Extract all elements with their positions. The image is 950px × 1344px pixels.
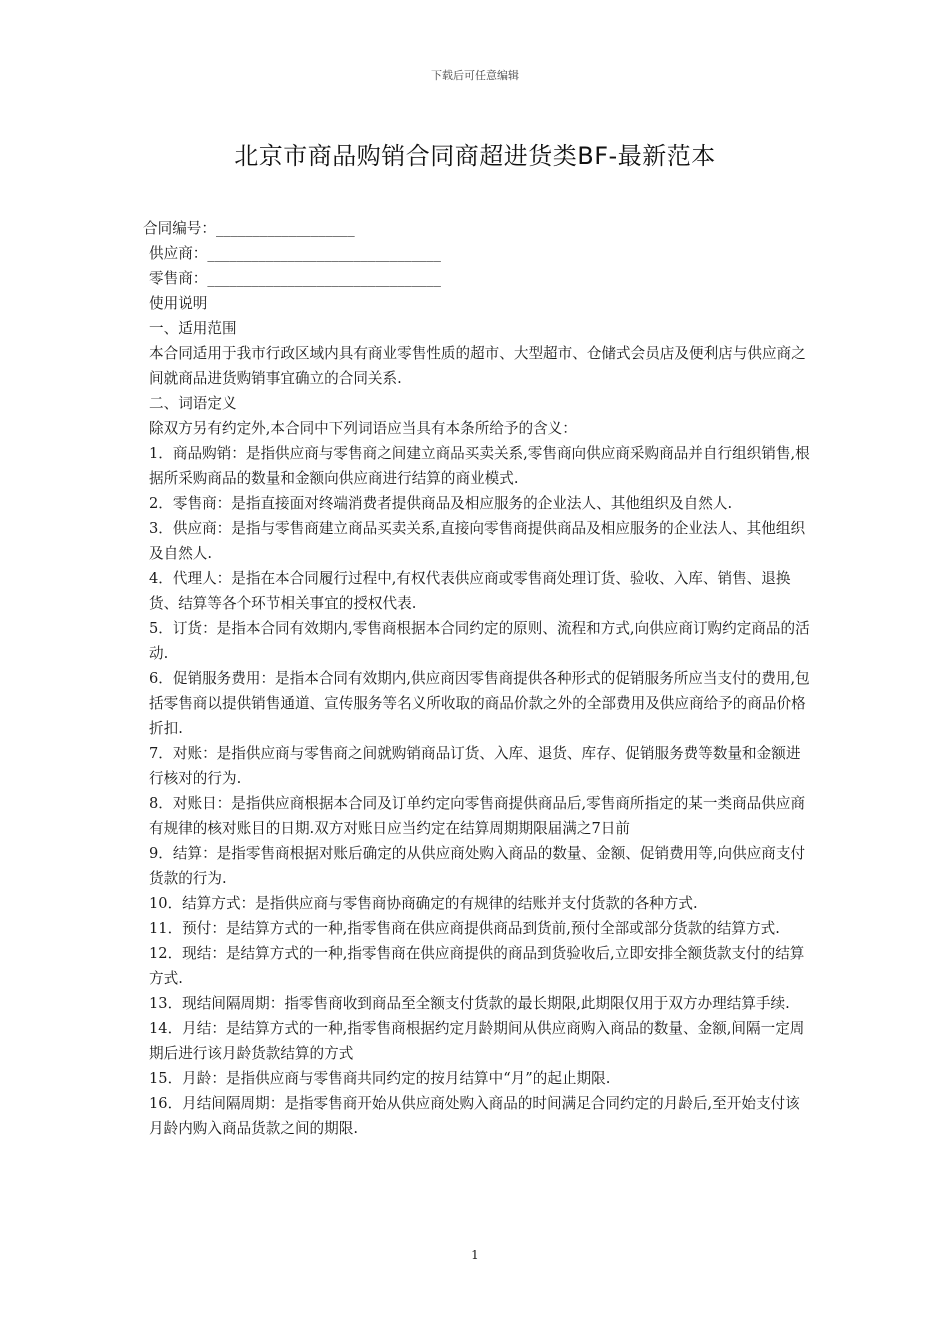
usage-heading: 使用说明 bbox=[149, 295, 208, 312]
section-2-intro: 除双方另有约定外,本合同中下列词语应当具有本条所给予的含义： bbox=[149, 420, 577, 437]
definition-item: 12．现结：是结算方式的一种,指零售商在供应商提供的商品到货验收后,立即安排全额货款支付的结算方式. bbox=[149, 945, 805, 987]
document-body bbox=[143, 216, 810, 1141]
definition-item: 5．订货：是指本合同有效期内,零售商根据本合同约定的原则、流程和方式,向供应商订购约定商品的活动. bbox=[149, 620, 810, 662]
definition-item: 1．商品购销：是指供应商与零售商之间建立商品买卖关系,零售商向供应商采购商品并自行组织销售,根据所采购商品的数量和金额向供应商进行结算的商业模式. bbox=[149, 445, 810, 487]
definition-item: 14．月结：是结算方式的一种,指零售商根据约定月龄期间从供应商购入商品的数量、金额,间隔一定周期后进行该月龄货款结算的方式 bbox=[149, 1020, 805, 1062]
retailer-label: 零售商： bbox=[149, 270, 208, 287]
page-header: 下载后可任意编辑 bbox=[431, 69, 519, 82]
section-2-heading: 二、词语定义 bbox=[149, 395, 237, 412]
retailer-field bbox=[143, 266, 810, 291]
definition-item: 3．供应商：是指与零售商建立商品买卖关系,直接向零售商提供商品及相应服务的企业法人、其他组织及自然人. bbox=[149, 520, 806, 562]
contract-number-label: 合同编号： bbox=[143, 220, 216, 237]
section-1-text: 本合同适用于我市行政区域内具有商业零售性质的超市、大型超市、仓储式会员店及便利店与供应商之间就商品进货购销事宜确立的合同关系. bbox=[149, 345, 806, 387]
contract-number-field bbox=[143, 216, 810, 241]
definition-item: 4．代理人：是指在本合同履行过程中,有权代表供应商或零售商处理订货、验收、入库、销售、退换货、结算等各个环节相关事宜的授权代表. bbox=[149, 570, 791, 612]
retailer-blank: ________________________________ bbox=[207, 270, 441, 287]
definition-item: 6．促销服务费用：是指本合同有效期内,供应商因零售商提供各种形式的促销服务所应当支付的费用,包括零售商以提供销售通道、宣传服务等名义所收取的商品价款之外的全部费用及供应商给予的商品价格折扣. bbox=[149, 670, 810, 737]
contract-number-blank: ___________________ bbox=[215, 220, 355, 237]
definition-item: 13．现结间隔周期：指零售商收到商品至全额支付货款的最长期限,此期限仅用于双方办理结算手续. bbox=[149, 995, 790, 1012]
definition-item: 10．结算方式：是指供应商与零售商协商确定的有规律的结账并支付货款的各种方式. bbox=[149, 895, 698, 912]
definition-item: 2．零售商：是指直接面对终端消费者提供商品及相应服务的企业法人、其他组织及自然人. bbox=[149, 495, 733, 512]
definition-item: 7．对账：是指供应商与零售商之间就购销商品订货、入库、退货、库存、促销服务费等数量和金额进行核对的行为. bbox=[149, 745, 801, 787]
document-title: 北京市商品购销合同商超进货类BF-最新范本 bbox=[234, 142, 716, 170]
page-number: 1 bbox=[471, 1248, 479, 1262]
supplier-field bbox=[143, 241, 810, 266]
supplier-blank: ________________________________ bbox=[207, 245, 441, 262]
definition-item: 16．月结间隔周期：是指零售商开始从供应商处购入商品的时间满足合同约定的月龄后,至开始支付该月龄内购入商品货款之间的期限. bbox=[149, 1095, 800, 1137]
definition-item: 15．月龄：是指供应商与零售商共同约定的按月结算中“月”的起止期限. bbox=[149, 1070, 611, 1087]
definition-item: 11．预付：是结算方式的一种,指零售商在供应商提供商品到货前,预付全部或部分货款的结算方式. bbox=[149, 920, 780, 937]
definition-item: 9．结算：是指零售商根据对账后确定的从供应商处购入商品的数量、金额、促销费用等,向供应商支付货款的行为. bbox=[149, 845, 806, 887]
supplier-label: 供应商： bbox=[149, 245, 208, 262]
section-1-heading: 一、适用范围 bbox=[149, 320, 237, 337]
definition-item: 8．对账日：是指供应商根据本合同及订单约定向零售商提供商品后,零售商所指定的某一类商品供应商有规律的核对账目的日期.双方对账日应当约定在结算周期期限届满之7日前 bbox=[149, 795, 806, 837]
